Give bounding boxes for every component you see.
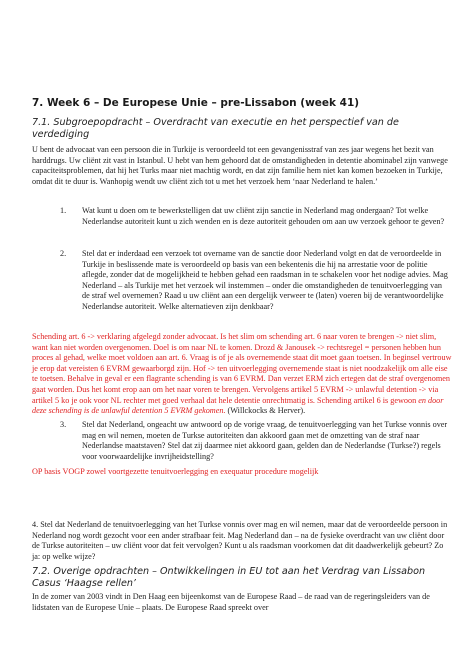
casus-paragraph: In de zomer van 2003 vindt in Den Haag een bijeenkomst van de Europese Raad – de raad van de regeringsleiders van de lidstaten van de Europese Unie – plaats. De Europese Raad spreekt over: [32, 592, 430, 612]
week-heading: 7. Week 6 – De Europese Unie – pre-Lissabon (week 41): [32, 97, 360, 109]
question-3: Stel dat Nederland, ongeacht uw antwoord op de vorige vraag, de tenuitvoerlegging van het Turkse vonnis over mag en wil nemen, moeten de Turkse autoriteiten dan akkoord gaan met de omzetting van de straf naar Nederlandse maatstaven? Stel dat zij daarmee niet akkoord gaan, gelden dan de Nederlandse (Turkse?) regels voor voorwaardelijke invrijheidstelling?: [82, 420, 448, 461]
intro-paragraph: U bent de advocaat van een persoon die in Turkije is veroordeeld tot een gevangenisstraf van zes jaar wegens het bezit van harddrugs. Uw cliënt zit vast in Istanbul. U hebt van hem gehoord dat de omstandigheden in detentie abominabel zijn vanwege capaciteitsproblemen, dat hij het Turks maar niet machtig wordt, en dat zijn familie hem niet kan komen bezoeken in Turkije, omdat dit te duur is. Wanhopig wendt uw cliënt zich tot u met het verzoek hem ‘naar Nederland te halen.’: [32, 145, 448, 186]
section-7-1-heading: 7.1. Subgroepopdracht – Overdracht van executie en het perspectief van de verdediging: [32, 117, 399, 140]
question-4: 4. Stel dat Nederland de tenuitvoerlegging van het Turkse vonnis over mag en wil nemen, maar dat de veroordeelde persoon in Nederland nog wordt gezocht voor een ander strafbaar feit. Mag Nederland dan – na de fysieke overdracht van uw cliënt door de Turkse autoriteiten – uw cliënt voor dat feit vervolgen? Kunt u als raadsman voorkomen dat dit daadwerkelijk gebeurt? Zo ja: op welke wijze?: [32, 520, 448, 561]
question-1: Wat kunt u doen om te bewerkstelligen dat uw cliënt zijn sanctie in Nederland mag ondergaan? Tot welke Nederlandse autoriteit kunt u zich wenden en is deze autoriteit gehouden om aan uw verzoek gehoor te geven?: [82, 206, 445, 226]
question-1-number: 1.: [60, 206, 67, 215]
answer-3-notes: OP basis VOGP zowel voortgezette tenuitvoerlegging en exequatur procedure mogelijk: [32, 467, 319, 476]
question-2-number: 2.: [60, 249, 67, 258]
answer-2-red-italic: en door deze schending is de unlawful detention 5 EVRM gekomen.: [32, 395, 444, 416]
question-2: Stel dat er inderdaad een verzoek tot overname van de sanctie door Nederland volgt en dat de veroordeelde in Turkije in beslissende mate is veroordeeld op basis van een bekentenis die hij na arrestatie voor de politie aflegde, zonder dat de mogelijkheid te hebben gehad een raadsman in te schakelen voor het nodige advies. Mag Nederland – als Turkije met het verzoek wil instemmen – onder die omstandigheden de tenuitvoerlegging van de straf wel overnemen? Raad u uw cliënt aan een dergelijk verweer te (laten) voeren bij de verantwoordelijke Nederlandse autoriteit. Welke alternatieven zijn denkbaar?: [82, 249, 448, 311]
section-7-2-heading: 7.2. Overige opdrachten – Ontwikkelingen in EU tot aan het Verdrag van Lissabon Casus ‘Haagse rellen’: [32, 566, 426, 589]
answer-2-red-text: Schending art. 6 -> verklaring afgelegd zonder advocaat. Is het slim om schending art. 6 naar voren te brengen -> niet slim, want kan niet worden overgenomen. Doel is om naar NL te komen. Drozd & Janousek -> rechtsregel = personen hebben hun proces al gehad, welke moet voldoen aan art. 6. Vraag is of je als overnemende staat dit moet gaan toetsen. In beginsel vertrouw je erop dat vereisten 6 EVRM gewaarborgd zijn. Hof -> ten uitvoerlegging overnemende staat is niet noodzakelijk om alle eise te toetsen. Behalve in geval er een flagrante schending is van 6 EVRM. Dan verzet ERM zich ertegen dat de straf overgenomen gaat worden. Dus het komt erop aan om het naar voren te brengen. Vervolgens artikel 5 EVRM -> unlawful detention -> via artikel 5 ko je ook voor NL rechter met goed verhaal dat hele detentie onrechtmatig is. Schending artikel 6 is gewoon: [32, 332, 452, 405]
answer-2-notes: [32, 332, 452, 417]
question-3-number: 3.: [60, 420, 67, 429]
answer-2-reference: (Willckocks & Herver).: [225, 406, 306, 416]
